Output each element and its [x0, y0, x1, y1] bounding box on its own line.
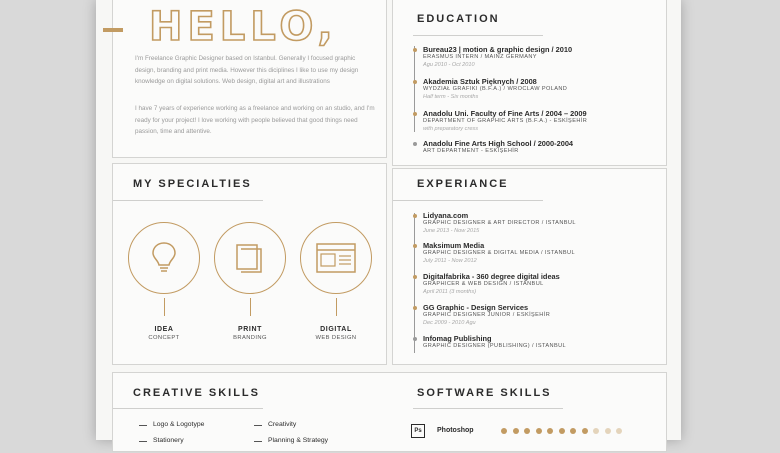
timeline-dot: [413, 80, 417, 84]
specialty-subtitle: CONCEPT: [148, 335, 180, 341]
rating-dot: [616, 428, 622, 434]
specialty-print: [213, 222, 287, 341]
entry-title: Anadolu Fine Arts High School / 2000-2004: [423, 139, 574, 148]
specialties-title: MY SPECIALTIES: [133, 178, 252, 190]
rating-dot: [501, 428, 507, 434]
entry-title: Bureau23 | motion & graphic design / 2010: [423, 45, 573, 54]
education-timeline: [414, 46, 415, 132]
section-divider: [113, 408, 263, 409]
rating-dot: [536, 428, 542, 434]
specialty-circle: [300, 222, 372, 294]
rating-dot: [559, 428, 565, 434]
entry-date: April 2011 (3 months): [423, 289, 477, 295]
experience-card: [392, 168, 667, 365]
specialty-subtitle: BRANDING: [233, 335, 267, 341]
specialty-name: DIGITAL: [320, 326, 352, 333]
intro-card: [112, 0, 387, 158]
entry-subtitle: GRAPHIC DESIGNER JUNIOR / ESKİŞEHİR: [423, 312, 551, 318]
experience-timeline: [414, 213, 415, 353]
entry-date: Half term - Six months: [423, 94, 479, 100]
entry-date: with preparatory cress: [423, 126, 479, 132]
rating-dot: [524, 428, 530, 434]
specialty-connector: [164, 298, 165, 316]
education-card: [392, 0, 667, 166]
resume-sheet: [96, 0, 681, 444]
print-pages-icon: [233, 241, 267, 275]
section-divider: [413, 35, 543, 36]
rating-dot: [570, 428, 576, 434]
entry-title: GG Graphic - Design Services: [423, 303, 529, 312]
entry-title: Anadolu Uni. Faculty of Fine Arts / 2004 – 2009: [423, 109, 587, 118]
skill-item: Logo & Logotype: [139, 421, 204, 428]
browser-window-icon: [315, 241, 357, 275]
timeline-dot: [413, 142, 417, 146]
entry-title: Akademia Sztuk Pięknych / 2008: [423, 77, 537, 86]
timeline-dot: [413, 244, 417, 248]
timeline-dot: [413, 306, 417, 310]
experience-title: EXPERIANCE: [417, 178, 509, 190]
entry-date: June 2013 - Now 2015: [423, 228, 480, 234]
entry-title: Infomag Publishing: [423, 334, 492, 343]
section-divider: [393, 200, 543, 201]
timeline-dot: [413, 48, 417, 52]
skills-card: [112, 372, 667, 452]
timeline-dot: [413, 275, 417, 279]
rating-dot: [593, 428, 599, 434]
creative-skills-title: CREATIVE SKILLS: [133, 387, 260, 399]
software-rating: [501, 428, 631, 436]
entry-date: Dec 2009 - 2010 Agu: [423, 320, 476, 326]
entry-subtitle: ART DEPARTMENT - ESKİŞEHİR: [423, 148, 519, 154]
specialty-subtitle: WEB DESIGN: [315, 335, 357, 341]
entry-subtitle: DEPARTMENT OF GRAPHIC ARTS (B.F.A.) - ESKİŞEHİR: [423, 118, 588, 124]
specialty-connector: [336, 298, 337, 316]
rating-dot: [582, 428, 588, 434]
intro-paragraph-1: I'm Freelance Graphic Designer based on Istanbul. Generally I focused graphic design, branding and print media. However this diciplines I like to use my design knowledge on digital solutions. Web design, digital art and illustrations: [135, 55, 359, 85]
specialty-circle: [214, 222, 286, 294]
hello-heading: HELLO,: [149, 4, 338, 50]
creative-skills-column-2: [254, 421, 328, 453]
entry-title: Lidyana.com: [423, 211, 469, 220]
timeline-dot: [413, 112, 417, 116]
software-name: Photoshop: [437, 427, 474, 434]
specialty-digital: [299, 222, 373, 341]
entry-title: Digitalfabrika - 360 degree digital ideas: [423, 272, 560, 281]
entry-subtitle: ERASMUS INTERN / MAINZ GERMANY: [423, 54, 537, 60]
skill-item: Creativity: [254, 421, 328, 428]
accent-dash: [103, 28, 123, 32]
entry-date: Agu 2010 - Oct 2010: [423, 62, 475, 68]
photoshop-icon: Ps: [411, 424, 425, 438]
specialty-idea: [127, 222, 201, 341]
rating-dot: [605, 428, 611, 434]
specialty-circle: [128, 222, 200, 294]
entry-title: Maksimum Media: [423, 241, 485, 250]
entry-subtitle: GRAPHIC DESIGNER & DIGITAL MEDIA / ISTANBUL: [423, 250, 575, 256]
rating-dot: [547, 428, 553, 434]
section-divider: [413, 408, 563, 409]
skill-item: Stationery: [139, 437, 204, 444]
software-skills-title: SOFTWARE SKILLS: [417, 387, 552, 399]
specialty-name: IDEA: [154, 326, 174, 333]
skill-item: Planning & Strategy: [254, 437, 328, 444]
rating-dot: [513, 428, 519, 434]
entry-date: July 2011 - Now 2012: [423, 258, 477, 264]
specialties-card: [112, 163, 387, 365]
timeline-dot: [413, 214, 417, 218]
lightbulb-icon: [149, 241, 179, 275]
entry-subtitle: GRAPHIC DESIGNER & ART DIRECTOR / ISTANBUL: [423, 220, 576, 226]
creative-skills-column-1: [139, 421, 204, 453]
education-title: EDUCATION: [417, 13, 500, 25]
entry-subtitle: GRAPHIC DESIGNER (PUBLISHING) / ISTANBUL: [423, 343, 567, 349]
section-divider: [113, 200, 263, 201]
specialty-connector: [250, 298, 251, 316]
specialty-name: PRINT: [238, 326, 262, 333]
timeline-dot: [413, 337, 417, 341]
entry-subtitle: WYDZIAŁ GRAFIKI (B.F.A.) / WROCLAW POLAND: [423, 86, 568, 92]
entry-subtitle: GRAPHICER & WEB DESIGN / ISTANBUL: [423, 281, 544, 287]
intro-paragraph-2: I have 7 years of experience working as a freelance and working on an studio, and I'm ready for your project! I love working with people believed that good things need passion, time and attentive.: [135, 105, 375, 135]
